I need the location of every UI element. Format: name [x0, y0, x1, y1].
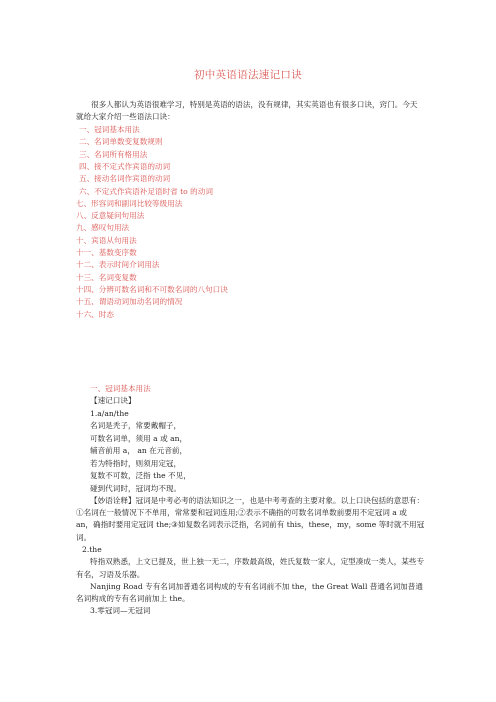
- explanation-paragraph: 【妙语诠释】冠词是中考必考的语法知识之一，也是中考考查的主要对象。以上口诀包括的意思有：①名词在一般情况下不单用，常常要和冠词连用;②表示不确指的可数名词单数前要用不定冠词 a 或 an，确指时要用定冠词 the;③如复数名词表示泛指，名词前有 this，these，my，some 等时就不用冠词。: [76, 496, 425, 542]
- toc-item[interactable]: 一、冠词基本用法: [79, 125, 140, 134]
- toc-item[interactable]: 十六、时态: [76, 309, 114, 319]
- mnemonic-label: 【速记口诀】: [90, 396, 136, 406]
- toc-item[interactable]: 六、不定式作宾语补足语时省 to 的动词: [79, 186, 213, 196]
- proper-noun-paragraph: Nanjing Road 专有名词加普通名词构成的专有名词前不加 the，the Great Wall 普通名词加普通名词构成的专有名词前加上 the。: [76, 581, 423, 603]
- subheading: 1.a/an/the: [90, 408, 129, 418]
- toc-item[interactable]: 十、宾语从句用法: [76, 235, 137, 245]
- rule-paragraph: 特指双熟悉，上文已提及，世上独一无二，序数最高级，姓氏复数一家人，定型凑成一类人，某些专有名，习语及乐器。: [76, 557, 425, 579]
- rhyme-line: 碰到代词时，冠词均不现。: [90, 483, 182, 493]
- rhyme-line: 名词是秃子，常要戴帽子，: [90, 421, 182, 431]
- toc-item[interactable]: 十二、表示时间介词用法: [76, 260, 160, 270]
- toc-item[interactable]: 九、感叹句用法: [76, 223, 130, 233]
- toc-item[interactable]: 三、名词所有格用法: [79, 149, 148, 159]
- subheading: 2.the: [82, 544, 102, 554]
- intro-paragraph: 很多人都认为英语很难学习，特别是英语的语法，没有规律，其实英语也有很多口诀，窍门。今天就给大家介绍一些语法口诀：: [76, 100, 418, 122]
- page-title: 初中英语语法速记口诀: [194, 69, 302, 81]
- rhyme-line: 可数名词单，须用 a 或 an，: [90, 433, 188, 443]
- toc-item[interactable]: 四、接不定式作宾语的动词: [79, 161, 171, 171]
- toc-item[interactable]: 十三、名词变复数: [76, 272, 137, 282]
- rhyme-line: 复数不可数，泛指 the 不见，: [90, 471, 191, 481]
- section-heading: 一、冠词基本用法: [90, 384, 151, 393]
- toc-item[interactable]: 五、接动名词作宾语的动词: [79, 174, 171, 184]
- toc-item[interactable]: 十五、谓语动词加动名词的情况: [76, 297, 183, 307]
- rhyme-line: 若为特指时，则须用定冠，: [90, 458, 182, 468]
- toc-item[interactable]: 八、反意疑问句用法: [76, 211, 145, 221]
- toc-item[interactable]: 七、形容词和副词比较等级用法: [76, 198, 183, 208]
- toc-item[interactable]: 十四、分辨可数名词和不可数名词的八句口诀: [76, 284, 228, 294]
- toc-item[interactable]: 二、名词单数变复数规则: [79, 137, 163, 147]
- toc-item[interactable]: 十一、基数变序数: [76, 248, 137, 257]
- rhyme-line: 辅音前用 a， an 在元音前，: [90, 446, 188, 456]
- section-article-usage: [76, 383, 426, 618]
- subheading: 3.零冠词—无冠词: [90, 606, 151, 616]
